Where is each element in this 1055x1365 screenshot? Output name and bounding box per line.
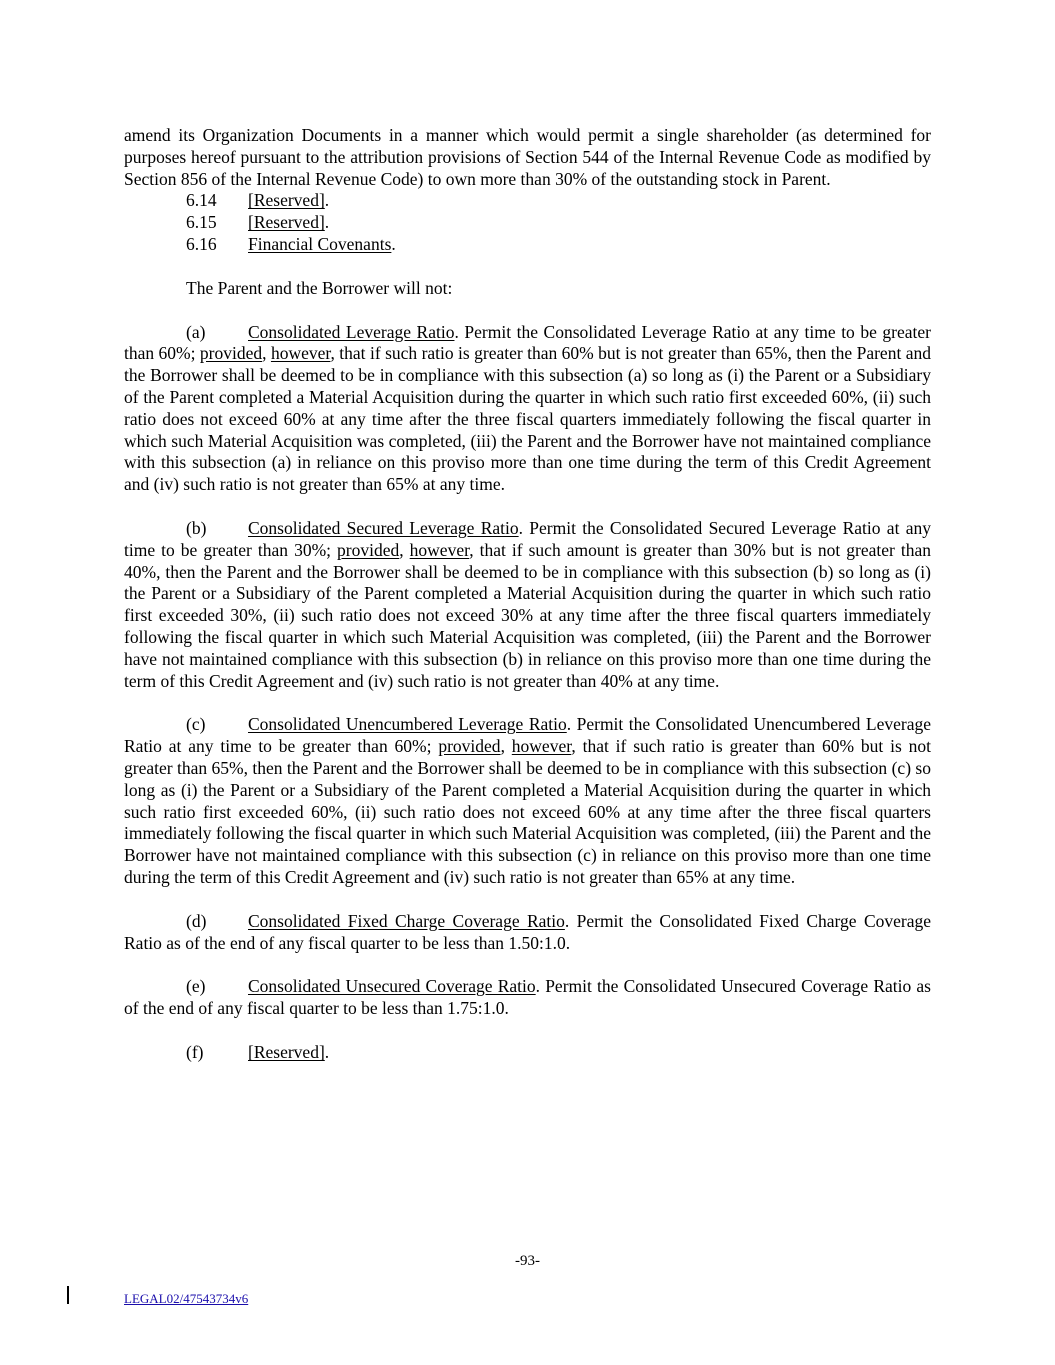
page-number: -93-	[515, 1253, 540, 1269]
section-title: Financial Covenants	[248, 233, 392, 254]
clause-d: (d) Consolidated Fixed Charge Coverage Ratio. Permit the Consolidated Fixed Charge Coverage Ratio as of the end of any fiscal quarter to be less than 1.50:1.0.	[124, 910, 931, 953]
provided-term: provided	[199, 343, 263, 364]
clause-f: (f) [Reserved].	[186, 1041, 330, 1062]
clause-label: (f)	[186, 1041, 204, 1062]
clause-label: (b)	[186, 517, 207, 538]
section-6-14: 6.14 [Reserved].	[186, 190, 330, 211]
clause-title: Consolidated Unsecured Coverage Ratio	[248, 976, 536, 997]
clause-title: [Reserved]	[248, 1041, 325, 1062]
provided-term: provided	[438, 736, 501, 757]
section-number: 6.14	[186, 190, 217, 211]
document-id-link[interactable]: LEGAL02/47543734v6	[124, 1291, 249, 1306]
document-page	[124, 125, 931, 1064]
clause-b: (b) Consolidated Secured Leverage Ratio. Permit the Consolidated Secured Leverage Ratio at any time to be greater than 30%; provided, however, that if such amount is greater than 30% but is not greater than 40%, then the Parent and the Borrower shall be deemed to be in compliance with this subsection (b) so long as (i) the Parent or a Subsidiary of the Parent completed a Material Acquisition during the quarter in which such ratio first exceeded 30%, (ii) such ratio does not exceed 30% at any time after the three fiscal quarters immediately following the fiscal quarter in which such Material Acquisition was completed, (iii) the Parent and the Borrower have not maintained compliance with this subsection (b) in reliance on this proviso more than one time during the term of this Credit Agreement and (iv) such ratio is not greater than 40% at any time.	[124, 517, 932, 691]
section-number: 6.16	[186, 233, 217, 254]
section-title: [Reserved]	[248, 190, 325, 211]
clause-label: (a)	[186, 321, 206, 342]
clause-label: (d)	[186, 910, 207, 931]
section-number: 6.15	[186, 212, 217, 233]
clause-a: (a) Consolidated Leverage Ratio. Permit the Consolidated Leverage Ratio at any time to be greater than 60%; provided, however, that if such ratio is greater than 60% but is not greater than 65%, then the Parent and the Borrower shall be deemed to be in compliance with this subsection (a) so long as (i) the Parent or a Subsidiary of the Parent completed a Material Acquisition during the quarter in which such ratio first exceeded 60%, (ii) such ratio does not exceed 60% at any time after the three fiscal quarters immediately following the fiscal quarter in which such Material Acquisition was completed, (iii) the Parent and the Borrower have not maintained compliance with this subsection (a) in reliance on this proviso more than one time during the term of this Credit Agreement and (iv) such ratio is not greater than 65% at any time.	[124, 321, 931, 495]
clause-e: (e) Consolidated Unsecured Coverage Ratio. Permit the Consolidated Unsecured Coverage Ratio as of the end of any fiscal quarter to be less than 1.75:1.0.	[124, 976, 931, 1019]
clause-c: (c) Consolidated Unencumbered Leverage Ratio. Permit the Consolidated Unencumbered Leverage Ratio at any time to be greater than 60%; provided, however, that if such ratio is greater than 60% but is not greater than 65%, then the Parent and the Borrower shall be deemed to be in compliance with this subsection (c) so long as (i) the Parent or a Subsidiary of the Parent completed a Material Acquisition during the quarter in which such ratio first exceeded 60%, (ii) such ratio does not exceed 60% at any time after the three fiscal quarters immediately following the fiscal quarter in which such Material Acquisition was completed, (iii) the Parent and the Borrower have not maintained compliance with this subsection (c) in reliance on this proviso more than one time during the term of this Credit Agreement and (iv) such ratio is not greater than 65% at any time.	[124, 714, 932, 887]
however-term: however	[511, 736, 572, 757]
however-term: however	[409, 539, 470, 560]
lead-paragraph: The Parent and the Borrower will not:	[186, 277, 453, 298]
section-6-16: 6.16 Financial Covenants.	[186, 233, 396, 254]
section-6-15: 6.15 [Reserved].	[186, 212, 330, 233]
intro-paragraph: amend its Organization Documents in a manner which would permit a single shareholder (as determined for purposes hereof pursuant to the attribution provisions of Section 544 of the Internal Revenue Code as modified by Section 856 of the Internal Revenue Code) to own more than 30% of the outstanding stock in Parent.	[124, 125, 931, 189]
section-title: [Reserved]	[248, 212, 325, 233]
provided-term: provided	[337, 539, 400, 560]
however-term: however	[270, 343, 331, 364]
clause-title: Consolidated Secured Leverage Ratio	[248, 517, 519, 538]
clause-title: Consolidated Leverage Ratio	[248, 321, 455, 342]
revision-bar	[67, 1286, 69, 1304]
clause-title: Consolidated Fixed Charge Coverage Ratio	[248, 910, 565, 931]
clause-label: (c)	[186, 714, 206, 735]
clause-label: (e)	[186, 976, 206, 997]
clause-title: Consolidated Unencumbered Leverage Ratio	[248, 714, 567, 735]
